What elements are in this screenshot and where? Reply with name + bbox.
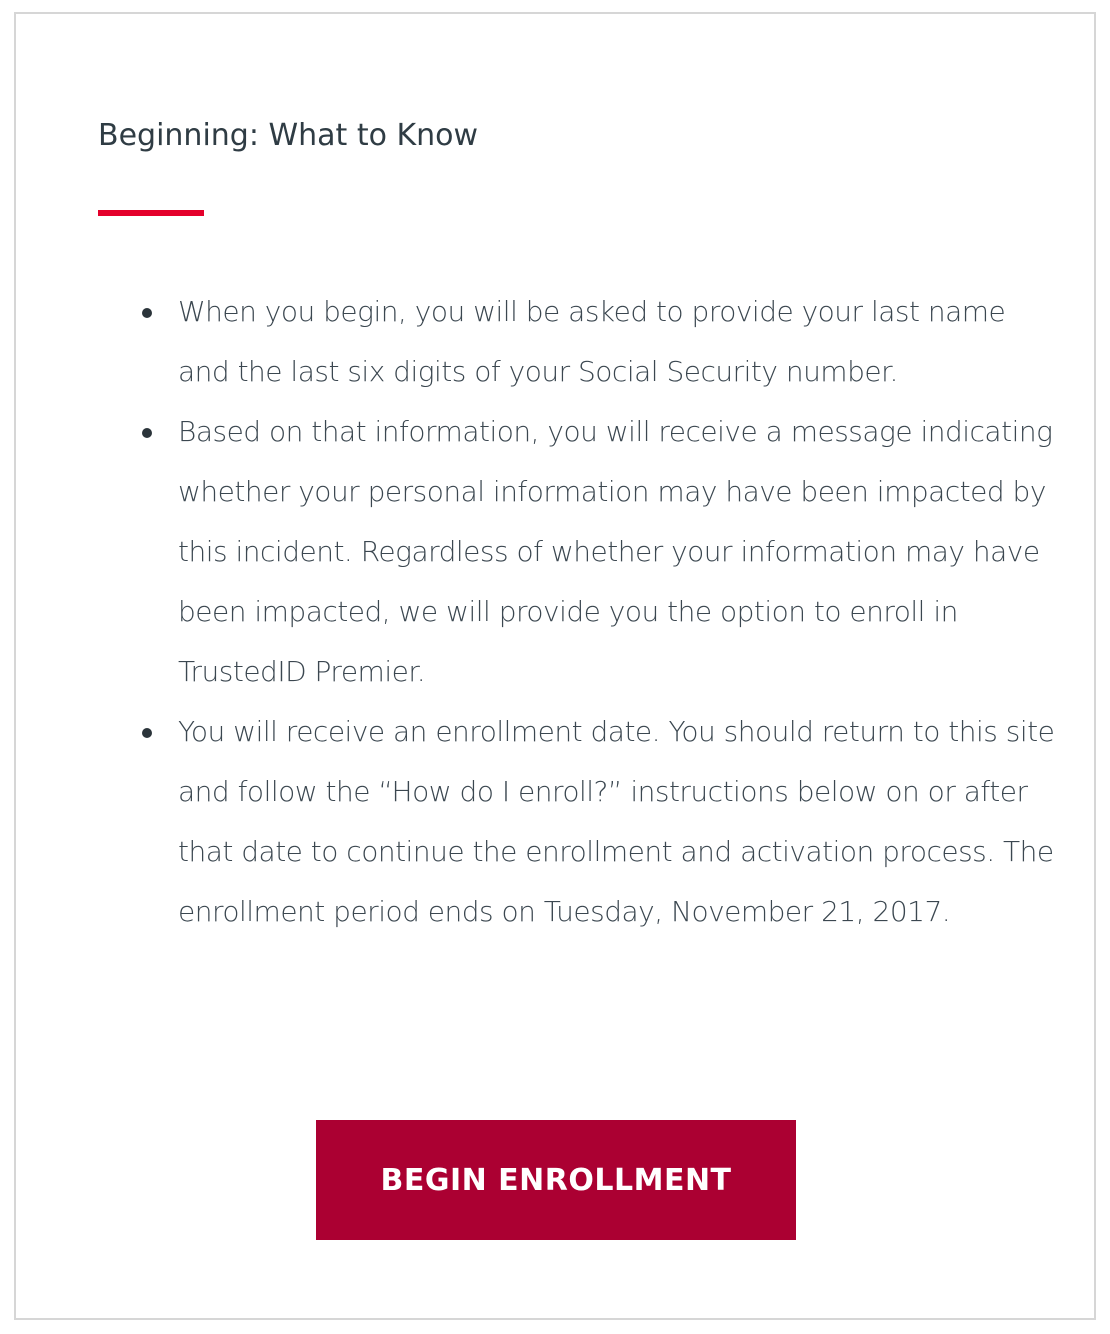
begin-enrollment-button[interactable]: BEGIN ENROLLMENT [316, 1120, 796, 1240]
list-item-text: Based on that information, you will receive a message indicating whether your personal information may have been impacted by this incident. Regardless of whether your information may have been impacted, we will provide you the option to enroll in TrustedID Premier. [178, 415, 1053, 688]
list-item [96, 702, 1056, 942]
list-item-text: You will receive an enrollment date. You should return to this site and follow the “How do I enroll?” instructions below on or after that date to continue the enrollment and activation process. The enrollment period ends on Tuesday, November 21, 2017. [178, 715, 1055, 928]
info-list [96, 282, 1056, 942]
list-item-text: When you begin, you will be asked to provide your last name and the last six digits of your Social Security number. [178, 295, 1006, 388]
section-title: Beginning: What to Know [98, 118, 479, 153]
info-card [14, 12, 1096, 1320]
title-accent-divider [98, 210, 204, 216]
bullet-icon [142, 728, 152, 738]
list-item [96, 282, 1056, 402]
bullet-icon [142, 428, 152, 438]
list-item [96, 402, 1056, 702]
bullet-icon [142, 308, 152, 318]
